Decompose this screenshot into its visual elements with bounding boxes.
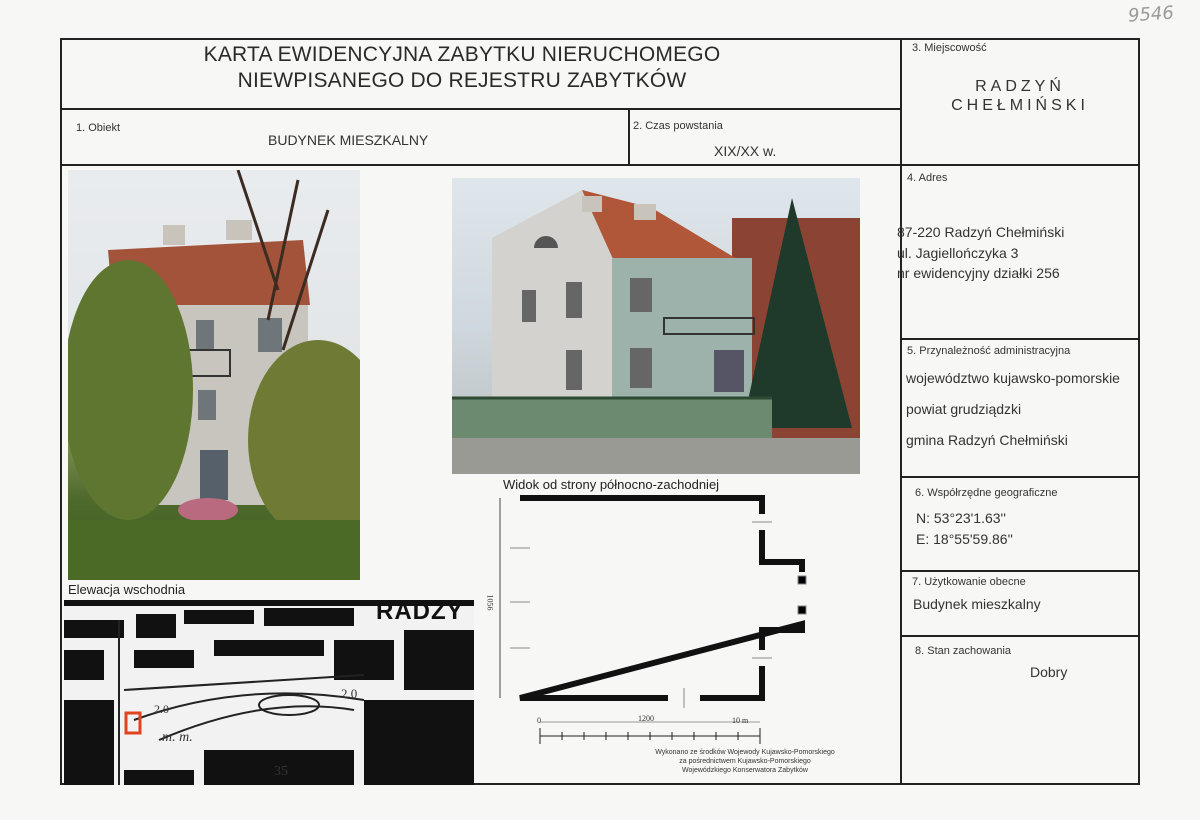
- adres-line1: 87-220 Radzyń Chełmiński: [897, 224, 1065, 240]
- caption-northwest-view: Widok od strony północno-zachodniej: [503, 477, 720, 492]
- cadastral-map: [64, 600, 474, 785]
- caption-east-elevation: Elewacja wschodnia: [68, 582, 186, 597]
- miejscowosc-label: 3. Miejscowość: [912, 42, 987, 54]
- frame-top: [60, 38, 1140, 40]
- divider-obiekt-czas: [628, 108, 630, 166]
- przynaleznosc-line2: powiat grudziądzki: [906, 401, 1022, 417]
- wspolrzedne-n: N: 53°23'1.63'': [916, 510, 1006, 526]
- floor-plan: [485, 490, 820, 720]
- przynaleznosc-label: 5. Przynależność administracyjna: [907, 345, 1071, 357]
- map-town-label: RADZY: [376, 600, 464, 625]
- scale-end: 10 m: [732, 716, 749, 725]
- adres-line2: ul. Jagiellończyka 3: [897, 245, 1019, 261]
- map-label-b: 2.0: [154, 702, 169, 716]
- obiekt-label: 1. Obiekt: [76, 122, 121, 134]
- przynaleznosc-line3: gmina Radzyń Chełmiński: [906, 432, 1068, 448]
- divider-adres-przynaleznosc: [900, 338, 1140, 340]
- czas-label: 2. Czas powstania: [633, 120, 723, 132]
- map-label-d: m. m.: [162, 730, 193, 745]
- photo-east-elevation: [68, 170, 360, 580]
- credit-line3: Wojewódzkiego Konserwatora Zabytków: [682, 767, 808, 774]
- divider-row1: [60, 164, 1140, 166]
- divider-wspolrzedne-uzytkowanie: [900, 570, 1140, 572]
- adres-line3: nr ewidencyjny działki 256: [897, 265, 1060, 281]
- card-title: [62, 42, 862, 94]
- divider-uzytkowanie-stan: [900, 635, 1140, 637]
- map-label-a: 2.0: [341, 686, 358, 701]
- czas-value: XIX/XX w.: [714, 143, 777, 159]
- obiekt-value: BUDYNEK MIESZKALNY: [268, 132, 429, 148]
- map-label-c: 35: [274, 764, 288, 779]
- uzytkowanie-label: 7. Użytkowanie obecne: [912, 576, 1026, 588]
- miejscowosc-value-line1: RADZYŃ: [975, 78, 1065, 95]
- credit-line2: za pośrednictwem Kujawsko-Pomorskiego: [679, 758, 811, 765]
- wspolrzedne-e: E: 18°55'59.86'': [916, 531, 1013, 547]
- divider-title: [60, 108, 902, 110]
- card-title-line1: KARTA EWIDENCYJNA ZABYTKU NIERUCHOMEGO: [203, 43, 721, 66]
- plan-dim-horizontal: 1200: [638, 714, 654, 723]
- photo-northwest-view: [452, 178, 860, 474]
- stan-value: Dobry: [1030, 664, 1068, 680]
- scale-bar: [530, 716, 770, 750]
- scan-number-note: 9546: [1127, 2, 1175, 27]
- card-title-line2: NIEWPISANEGO DO REJESTRU ZABYTKÓW: [237, 69, 687, 92]
- funding-credit: [620, 748, 870, 775]
- miejscowosc-value-line2: CHEŁMIŃSKI: [951, 97, 1089, 114]
- scale-start: 0: [537, 716, 541, 725]
- frame-left: [60, 38, 62, 785]
- stan-label: 8. Stan zachowania: [915, 645, 1012, 657]
- wspolrzedne-label: 6. Współrzędne geograficzne: [915, 487, 1058, 499]
- frame-right: [1138, 38, 1140, 785]
- adres-label: 4. Adres: [907, 172, 948, 184]
- uzytkowanie-value: Budynek mieszkalny: [913, 596, 1041, 612]
- divider-przynaleznosc-wspolrzedne: [900, 476, 1140, 478]
- credit-line1: Wykonano ze środków Wojewody Kujawsko-Pomorskiego: [655, 749, 835, 756]
- divider-right-column: [900, 38, 902, 785]
- przynaleznosc-line1: województwo kujawsko-pomorskie: [906, 370, 1120, 386]
- plan-dim-vertical: 1056: [485, 594, 495, 611]
